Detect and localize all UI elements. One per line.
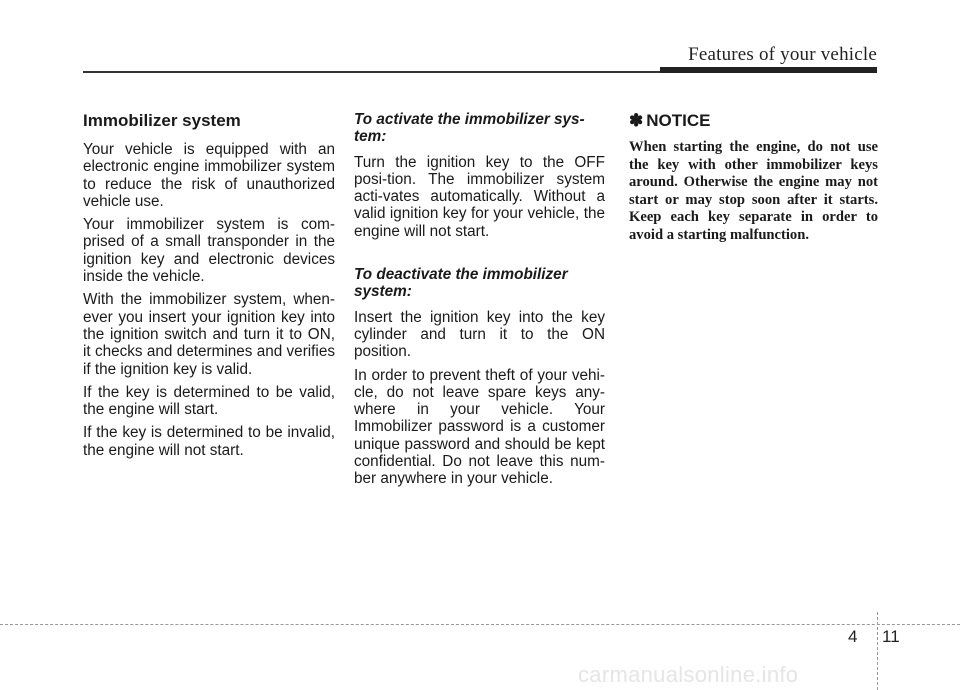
deactivate-paragraph: Insert the ignition key into the key cylinder and turn it to the ON position.: [354, 308, 605, 361]
header-rule: [83, 71, 661, 73]
page-header-title: Features of your vehicle: [688, 44, 877, 65]
deactivate-heading: To deactivate the immobilizer system:: [354, 266, 568, 301]
asterisk-icon: ✽: [629, 111, 644, 130]
notice-title: NOTICE: [646, 111, 711, 130]
paragraph: If the key is determined to be invalid, the engine will not start.: [83, 424, 335, 459]
chapter-number: 4: [848, 627, 858, 646]
activate-heading: To activate the immobilizer sys-tem:: [354, 111, 585, 146]
paragraph: Your immobilizer system is com-prised of a small transponder in the ignition key and electronic devices inside the vehicle.: [83, 216, 335, 286]
header-rule-accent: [660, 67, 877, 73]
paragraph: If the key is determined to be valid, the engine will start.: [83, 383, 335, 419]
page-number: 11: [882, 627, 900, 646]
footer-rule: [0, 624, 960, 625]
activate-paragraph: Turn the ignition key to the OFF posi-tion. The immobilizer system acti-vates automatically. Without a valid ignition key for your vehicle, the engine will not start.: [354, 153, 605, 240]
section-heading: Immobilizer system: [83, 111, 241, 130]
paragraph: Your vehicle is equipped with an electronic engine immobilizer system to reduce the risk of unauthorized vehicle use.: [83, 141, 335, 210]
notice-text: When starting the engine, do not use the key with other immobilizer keys around. Otherwise the engine may not start or may stop soon after it starts. Keep each key separate in order to avoid a starting malfunction.: [629, 139, 878, 243]
column-immobilizer-system: [83, 108, 335, 465]
deactivate-paragraph: In order to prevent theft of your vehi-cle, do not leave spare keys any-where in your vehicle. Your Immobilizer password is a customer unique password and should be kept confidential. Do not leave this num-ber anywhere in your vehicle.: [354, 366, 605, 488]
column-activate-deactivate: [354, 108, 605, 494]
notice-box: [629, 108, 878, 244]
watermark: carmanualsonline.info: [578, 662, 799, 687]
notice-heading: [629, 111, 878, 131]
paragraph: With the immobilizer system, when-ever you insert your ignition key into the ignition switch and turn it to ON, it checks and determines and verifies if the ignition key is valid.: [83, 291, 335, 378]
footer-divider: [877, 612, 878, 690]
